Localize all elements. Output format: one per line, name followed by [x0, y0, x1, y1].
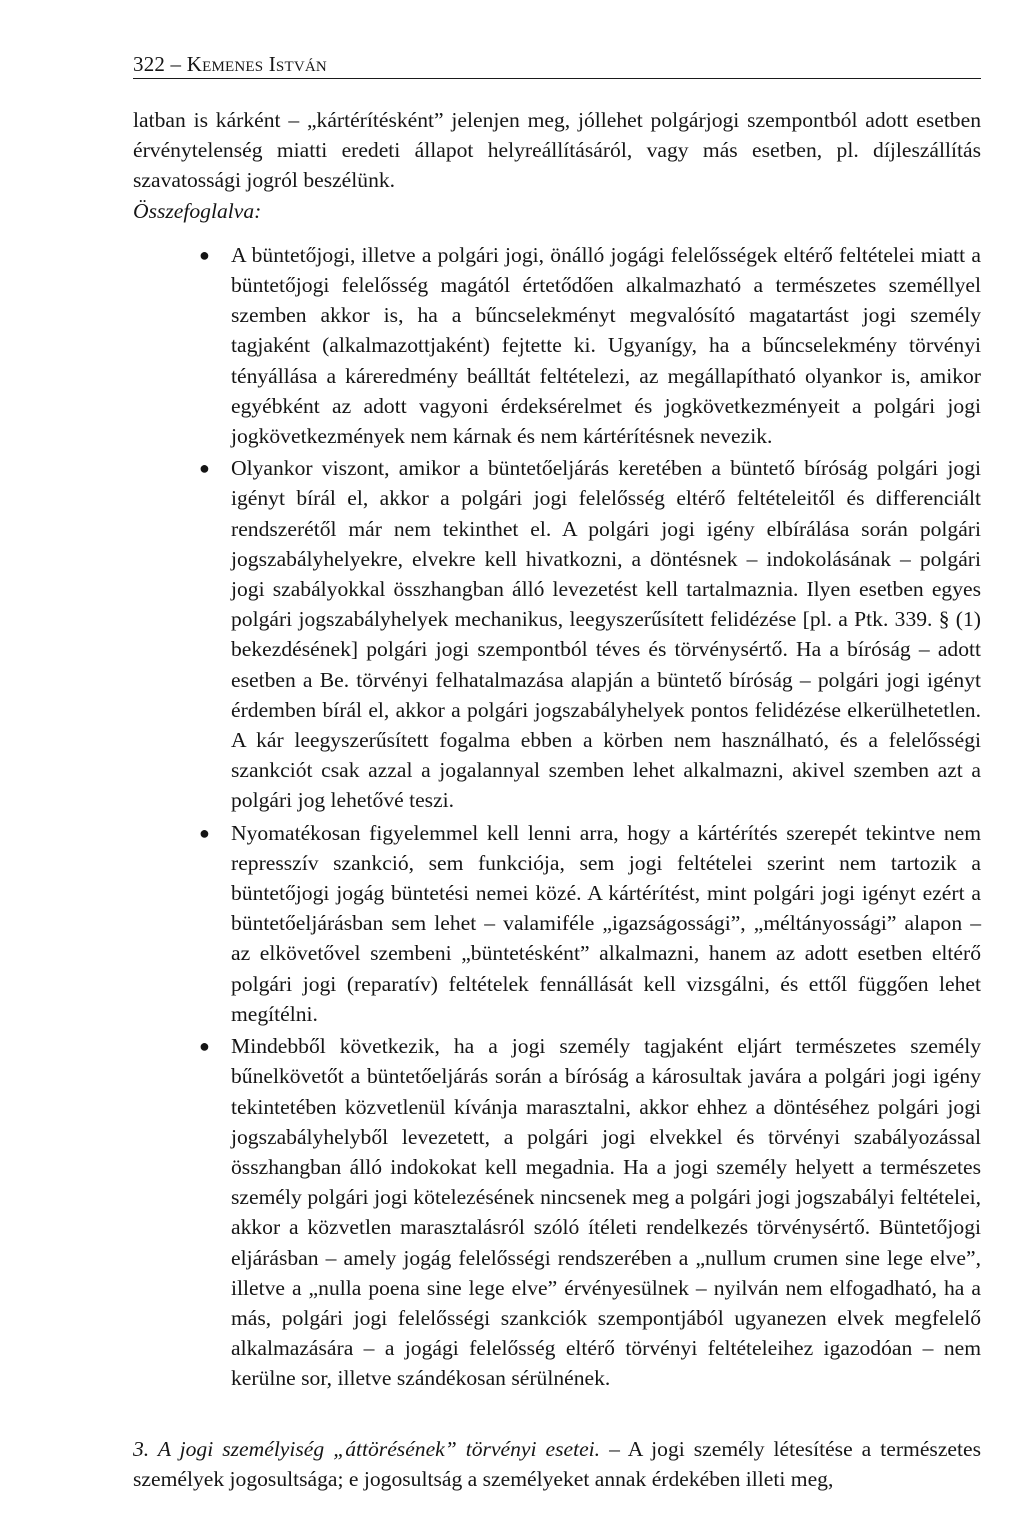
bullet-dot-icon: ● — [199, 1036, 210, 1057]
section-paragraph — [133, 1434, 981, 1494]
section-heading: 3. A jogi személyiség „áttörésének” törvényi esetei. — [133, 1436, 601, 1461]
bullet-dot-icon: ● — [199, 458, 210, 479]
bullet-text: A büntetőjogi, illetve a polgári jogi, önálló jogági felelősségek eltérő feltételei miatt a büntetőjogi felelősség magától értetődően alkalmazható a természetes személlyel szemben akkor is, ha a bűncselekményt megvalósító magatartást jogi személy tagjaként (alkalmazottjaként) fejtette ki. Ugyanígy, ha a bűncselekmény törvényi tényállása a káreredmény beálltát feltételezi, az megállapítható olyankor is, amikor egyébként az adott vagyoni érdeksérelmet és jogkövetkezményeit a polgári jogi jogkövetkezmények nem kárnak és nem kártérítésnek nevezik. — [231, 242, 981, 449]
page-number: 322 — [133, 52, 166, 76]
bullet-text: Mindebből következik, ha a jogi személy tagjaként eljárt természetes személy bűnelkövetőt a büntetőeljárás során a bíróság a károsultak javára a polgári jogi igény tekintetében közvetlenül kívánja marasztalni, akkor ehhez a döntéséhez polgári jogi jogszabályhelyből levezetett, a polgári jogi elvekkel és törvényi szabályozással összhangban álló indokokat kell megadnia. Ha a jogi személy helyett a természetes személy polgári jogi kötelezésének nincsenek meg a polgári jogi jogszabályi feltételei, akkor a közvetlen marasztalásról szóló ítéleti rendelkezés törvénysértő. Büntetőjogi eljárásban – amely jogág felelősségi rendszerében a „nullum crumen sine lege elve”, illetve a „nulla poena sine lege elve” érvényesülnek – nyilván nem elfogadható, ha a más, polgári jogi felelősségi szankciók szempontjából ugyanezen elvek megfelelő alkalmazására – a jogági felelősség eltérő törvényi feltételeihez igazodóan – nem kerülne sor, illetve szándékosan sérülnének. — [231, 1034, 981, 1391]
bullet-dot-icon: ● — [199, 244, 210, 265]
summary-bullet-list — [133, 240, 981, 1394]
section-text: – A jogi személy létesítése a természetes személyek jogosultsága; e jogosultság a személyeket annak érdekében illeti meg, — [133, 1436, 981, 1491]
bullet-item — [133, 818, 981, 1029]
bullet-item — [133, 240, 981, 451]
document-page — [133, 52, 981, 1516]
bullet-text: Nyomatékosan figyelemmel kell lenni arra, hogy a kártérítés szerepét tekintve nem represszív szankció, sem funkciója, sem jogi feltételei szerint nem tartozik a büntetőjogi jogág büntetési nemei közé. A kártérítést, mint polgári jogi igényt ezért a büntetőeljárásban sem lehet – valamiféle „igazságossági”, „méltányossági” alapon – az elkövetővel szembeni „büntetésként” alkalmazni, hanem az adott esetben eltérő polgári jogi (reparatív) feltételek fennállását kell vizsgálni, és ettől függően lehet megítélni. — [231, 820, 981, 1026]
bullet-item — [133, 453, 981, 815]
intro-paragraph: latban is kárként – „kártérítésként” jelenjen meg, jóllehet polgárjogi szempontból adott esetben érvénytelenség miatti eredeti állapot helyreállításáról, vagy más esetben, pl. díjleszállítás szavatossági jogról beszélünk. — [133, 108, 981, 193]
running-header — [133, 52, 981, 79]
bullet-dot-icon: ● — [199, 822, 210, 843]
bullet-text: Olyankor viszont, amikor a büntetőeljárás keretében a büntető bíróság polgári jogi igényt bírál el, akkor a polgári jogi felelősség eltérő feltételeitől és differenciált rendszerétől már nem tekinthet el. A polgári jogi igény elbírálása során polgári jogszabályhelyekre, elvekre kell hivatkozni, a döntésnek – indokolásának – polgári jogi szabályokkal összhangban álló levezetést kell tartalmaznia. Ilyen esetben egyes polgári jogszabályhelyek mechanikus, leegyszerűsített felidézése [pl. a Ptk. 339. § (1) bekezdésének] polgári jogi szempontból téves és törvénysértő. Ha a bíróság – adott esetben a Be. törvényi felhatalmazása alapján a büntető bíróság – polgári jogi igényt érdemben bírál el, akkor a polgári jogszabályhelyek pontos felidézése elkerülhetetlen. A kár leegyszerűsített fogalma ebben a körben nem használható, és a felelősségi szankciót csak azzal a jogalannyal szemben lehet alkalmazni, akivel szemben azt a polgári jog lehetővé teszi. — [231, 456, 981, 813]
bullet-item — [133, 1031, 981, 1393]
header-separator: – — [165, 52, 187, 76]
author-name: Kemenes István — [186, 52, 327, 76]
summary-label: Összefoglalva: — [133, 198, 262, 223]
